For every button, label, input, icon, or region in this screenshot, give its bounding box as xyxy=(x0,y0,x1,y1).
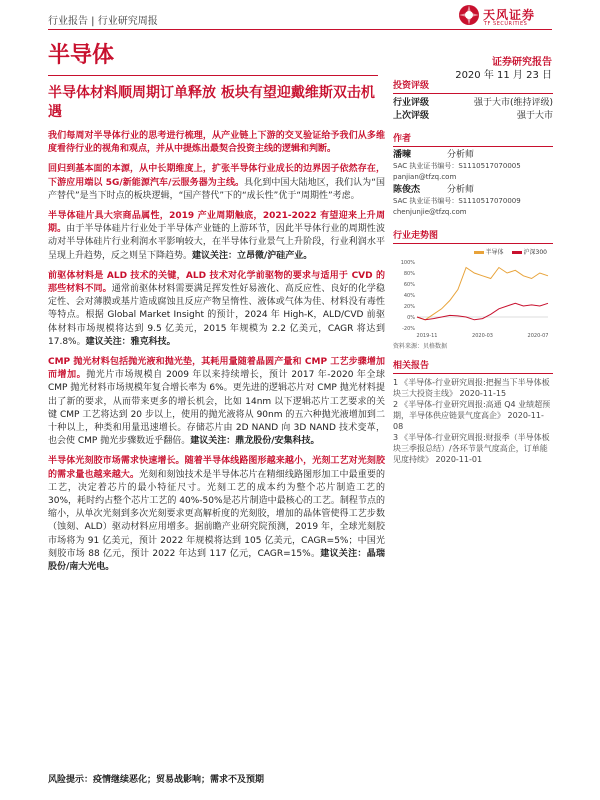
legend-label: 沪深300 xyxy=(523,249,547,256)
related-date: 2020-11-08 xyxy=(393,411,544,431)
report-date: 2020 年 11 月 23 日 xyxy=(455,70,552,81)
author-email[interactable]: panjian@tfzq.com xyxy=(393,173,457,181)
legend-item xyxy=(474,247,504,256)
rating-row xyxy=(393,110,553,123)
para-body: 具化到中国大陆地区，我们认为“国产替代”是当下时点的板块逻辑，“国产替代”下的“成长性”优于“周期性”考虑。 xyxy=(48,177,385,201)
x-tick-label: 2020-03 xyxy=(472,333,493,339)
author-name: 潘暕 xyxy=(393,150,412,160)
para-body: 光刻和刻蚀技术是半导体芯片在精细线路图形加工中最重要的工艺，决定着芯片的最小特征尺寸。光刻工艺的成本约为整个芯片制造工艺的 30%，耗时约占整个芯片工艺的 40%-50%是芯片制造中最核心的工艺。制程节点的缩小，从单次光刻到多次光刻要求更高解析度的光刻胶，增加的晶体管使得工艺步数（蚀刻、ALD）驱动材料应用增多。据前瞻产业研究院预测，2019 年，全球光刻胶市场将为 91 亿美元，预计 2022 年规模将达到 105 亿美元，CAGR=5%；中国光刻胶市场 88 亿元，预计 2022 年达到 117 亿元，CAGR=15%。 xyxy=(48,469,385,559)
x-tick-label: 2019-11 xyxy=(416,333,438,339)
main-body xyxy=(48,130,385,581)
y-tick-label: 60% xyxy=(403,282,415,288)
paragraph xyxy=(48,130,385,156)
y-tick-label: 20% xyxy=(403,304,415,310)
rating-heading: 投资评级 xyxy=(393,78,553,94)
author-role: 分析师 xyxy=(447,150,475,160)
risk-warning: 风险提示：疫情继续恶化；贸易战影响；需求不及预期 xyxy=(48,775,265,785)
para-body: 由于半导体硅片行业处于半导体产业链的上游环节，因此半导体行业的周期性波动对半导体硅片行业利润水平影响较大，在半导体行业景气上升阶段，行业利润水平呈现上升趋势，反之则呈下降趋势。 xyxy=(48,224,385,261)
related-item[interactable] xyxy=(393,432,553,465)
authors-heading: 作者 xyxy=(393,131,553,147)
logo-icon xyxy=(458,4,480,26)
para-body: 抛光片市场规模自 2009 年以来持续增长，预计 2017 年-2020 年全球 CMP 抛光材料市场规模年复合增长率为 6%。更先进的逻辑芯片对 CMP 抛光材料提出了新的要求，从而带来更多的增长机会，比如 14nm 以下逻辑芯片工艺要求的关键 CMP 工艺将达到 20 步以上，使用的抛光液将从 90nm 的五六种抛光液增加到二十种以上，种类和用量迅速增长。存储芯片由 2D NAND 向 3D NAND 技术变革，也会使 CMP 抛光步骤数近乎翻倍。 xyxy=(48,370,385,447)
logo-en-text: TF SECURITIES xyxy=(484,21,528,27)
rating-row xyxy=(393,97,553,110)
legend-swatch xyxy=(474,251,484,254)
author-cert: SAC 执业证书编号：S1110517070009 xyxy=(393,197,521,205)
legend-item xyxy=(512,247,547,256)
related-title: 《半导体-行业研究周报:把握当下半导体板块三大投资主线》 xyxy=(393,378,550,398)
author-name: 陈俊杰 xyxy=(393,185,421,195)
y-tick-label: 40% xyxy=(403,293,415,299)
y-tick-label: 0% xyxy=(407,315,415,321)
y-tick-label: -20% xyxy=(402,326,415,332)
paragraph xyxy=(48,455,385,574)
paragraph xyxy=(48,163,385,203)
author-role: 分析师 xyxy=(447,185,475,195)
logo-cn-text: 天风证券 xyxy=(483,8,536,22)
related-date: 2020-11-15 xyxy=(459,389,507,398)
para-lead: 半导体光刻胶市场需求快速增长。随着半导体线路图形越来越小，光刻工艺对光刻胶的需求量也越来越大。 xyxy=(48,456,385,480)
report-title: 半导体材料顺周期订单释放 板块有望迎戴维斯双击机遇 xyxy=(48,85,375,120)
rating-key: 上次评级 xyxy=(393,111,430,121)
para-body: 通常前驱体材料需要满足挥发性好易液化、高反应性、良好的化学稳定性、会对薄膜或基片造成腐蚀且反应产物呈惰性、液体或气体为佳、材料没有毒性等特点。根据 Global Market Insight 的预计，2024 年 High-K，ALD/CVD 前驱体材料市场规模将达到 9.5 亿美元，2015 年规模为 2.2 亿美元，CAGR 将达到 17.8%。 xyxy=(48,284,385,347)
para-lead: 我们每周对半导体行业的思考进行梳理，从产业链上下游的交叉验证给予我们从多维度看待行业的视角和观点，并从中提炼出最契合投资主线的逻辑和判断。 xyxy=(48,131,385,155)
paragraph xyxy=(48,210,385,263)
sidebar xyxy=(393,78,553,465)
y-tick-label: 80% xyxy=(403,271,415,277)
para-tail: 建议关注：晶瑞股份/南大光电。 xyxy=(48,548,385,573)
related-title: 《半导体-行业研究周报:财报季（半导体板块三季报总结）/各环节景气度高企，订单能见度持续》 xyxy=(393,433,550,464)
author-entry xyxy=(393,185,553,218)
trend-chart xyxy=(393,258,553,340)
related-title: 《半导体-行业研究周报:高通 Q4 业绩超预期，半导体供应链景气度高企》 xyxy=(393,400,551,420)
title-divider xyxy=(48,75,378,76)
series-line xyxy=(417,268,548,320)
report-type: 证券研究报告 xyxy=(492,57,552,68)
para-lead: 前驱体材料是 ALD 技术的关键，ALD 技术对化学前驱物的要求与适用于 CVD 的那些材料不同。 xyxy=(48,270,385,295)
breadcrumb: 行业报告 | 行业研究周报 xyxy=(48,16,158,27)
author-cert: SAC 执业证书编号：S1110517070005 xyxy=(393,162,521,170)
para-lead: 回归到基本面的本源，从中长期维度上，扩张半导体行业成长的边界因子依然存在，下游应用端以 5G/新能源汽车/云服务器为主线。 xyxy=(48,164,385,188)
rating-key: 行业评级 xyxy=(393,98,430,108)
para-lead: CMP 抛光材料包括抛光液和抛光垫，其耗用量随着晶圆产量和 CMP 工艺步骤增加而增加。 xyxy=(48,357,385,381)
chart-legend xyxy=(393,247,547,256)
paragraph xyxy=(48,356,385,448)
legend-swatch xyxy=(512,251,522,254)
related-num: 3 xyxy=(393,433,399,442)
rating-value: 强于大市(维持评级) xyxy=(473,98,553,108)
rating-value: 强于大市 xyxy=(516,111,553,121)
sector-title: 半导体 xyxy=(48,43,115,68)
paragraph xyxy=(48,270,385,349)
related-item[interactable] xyxy=(393,377,553,399)
company-logo xyxy=(458,4,558,30)
author-email[interactable]: chenjunjie@tfzq.com xyxy=(393,208,467,216)
legend-label: 半导体 xyxy=(485,249,504,256)
x-tick-label: 2020-07 xyxy=(527,333,549,339)
related-heading: 相关报告 xyxy=(393,358,553,374)
related-date: 2020-11-01 xyxy=(435,455,483,464)
para-tail: 建议关注：鼎龙股份/安集科技。 xyxy=(190,436,320,447)
related-item[interactable] xyxy=(393,399,553,432)
chart-heading: 行业走势图 xyxy=(393,228,553,244)
y-tick-label: 100% xyxy=(400,260,415,266)
para-tail: 建议关注：雅克科技。 xyxy=(85,336,176,347)
trend-chart-svg xyxy=(393,258,553,340)
author-entry xyxy=(393,150,553,183)
chart-source: 资料来源：贝格数据 xyxy=(393,343,448,350)
related-num: 2 xyxy=(393,400,399,409)
para-lead: 半导体硅片具大宗商品属性，2019 产业周期触底，2021-2022 有望迎来上升周期。 xyxy=(48,211,385,235)
para-tail: 建议关注：立昂微/沪硅产业。 xyxy=(192,250,313,261)
related-num: 1 xyxy=(393,378,399,387)
